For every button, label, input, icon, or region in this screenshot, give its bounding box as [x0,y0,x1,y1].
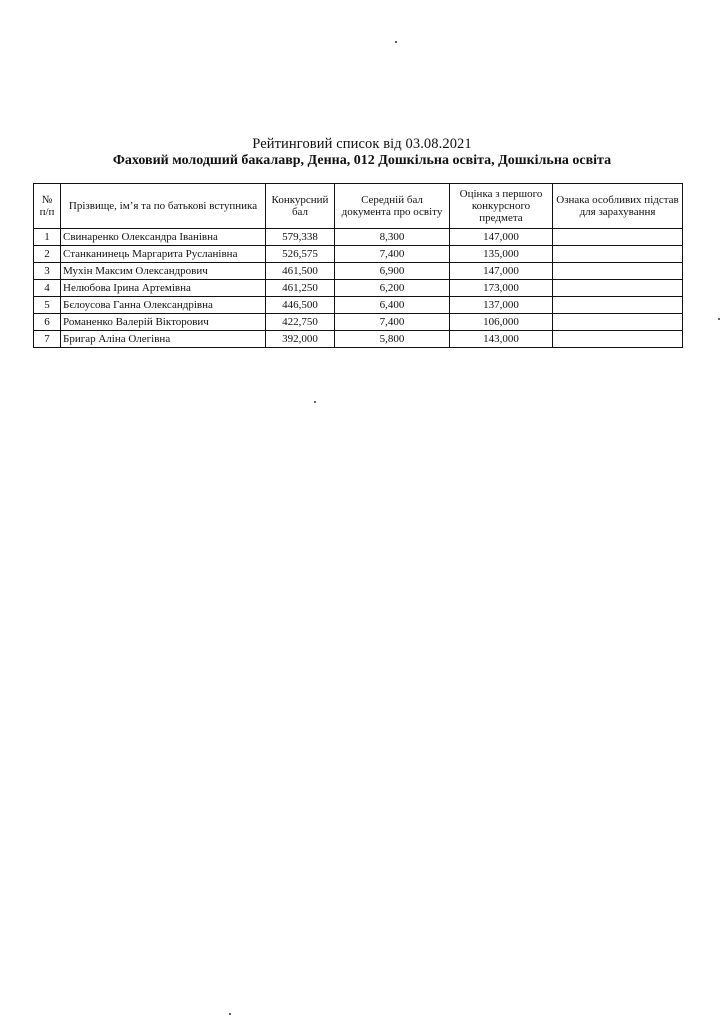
cell-score: 526,575 [266,246,335,263]
table-row [34,229,683,246]
cell-special [553,246,683,263]
header-special: Ознака особливих підстав для зарахування [553,184,683,229]
table-row [34,246,683,263]
table-row [34,297,683,314]
cell-num: 1 [34,229,61,246]
cell-score: 461,500 [266,263,335,280]
cell-first-subject: 147,000 [450,263,553,280]
cell-special [553,229,683,246]
cell-score: 461,250 [266,280,335,297]
table-row [34,263,683,280]
cell-score: 392,000 [266,331,335,348]
cell-score: 446,500 [266,297,335,314]
page-subtitle: Фаховий молодший бакалавр, Денна, 012 Дошкільна освіта, Дошкільна освіта [112,153,612,168]
cell-first-subject: 173,000 [450,280,553,297]
cell-name: Бригар Аліна Олегівна [61,331,266,348]
table-row [34,314,683,331]
scan-speck [395,41,397,43]
cell-avg: 7,400 [335,246,450,263]
header-score: Конкурсний бал [266,184,335,229]
cell-special [553,280,683,297]
cell-name: Нелюбова Ірина Артемівна [61,280,266,297]
cell-avg: 6,200 [335,280,450,297]
cell-name: Бєлоусова Ганна Олександрівна [61,297,266,314]
scan-speck [314,401,316,403]
cell-first-subject: 106,000 [450,314,553,331]
table-header-row [34,184,683,229]
cell-score: 579,338 [266,229,335,246]
table-row [34,331,683,348]
cell-num: 2 [34,246,61,263]
cell-avg: 8,300 [335,229,450,246]
table-row [34,280,683,297]
cell-first-subject: 147,000 [450,229,553,246]
page-title: Рейтинговий список від 03.08.2021 [252,136,472,152]
cell-num: 6 [34,314,61,331]
cell-first-subject: 135,000 [450,246,553,263]
header-num: № п/п [34,184,61,229]
rating-table [33,183,683,348]
cell-name: Романенко Валерій Вікторович [61,314,266,331]
cell-name: Свинаренко Олександра Іванівна [61,229,266,246]
cell-special [553,263,683,280]
cell-num: 3 [34,263,61,280]
cell-num: 7 [34,331,61,348]
cell-num: 4 [34,280,61,297]
header-first-subject: Оцінка з першого конкурсного предмета [450,184,553,229]
cell-special [553,314,683,331]
header-name: Прізвище, ім’я та по батькові вступника [61,184,266,229]
cell-name: Станканинець Маргарита Русланівна [61,246,266,263]
cell-name: Мухін Максим Олександрович [61,263,266,280]
cell-special [553,331,683,348]
cell-special [553,297,683,314]
scan-speck [718,318,720,320]
cell-score: 422,750 [266,314,335,331]
cell-avg: 6,900 [335,263,450,280]
cell-first-subject: 137,000 [450,297,553,314]
cell-avg: 6,400 [335,297,450,314]
header-avg: Середній бал документа про освіту [335,184,450,229]
cell-first-subject: 143,000 [450,331,553,348]
cell-avg: 5,800 [335,331,450,348]
cell-avg: 7,400 [335,314,450,331]
scan-speck [229,1013,231,1015]
cell-num: 5 [34,297,61,314]
